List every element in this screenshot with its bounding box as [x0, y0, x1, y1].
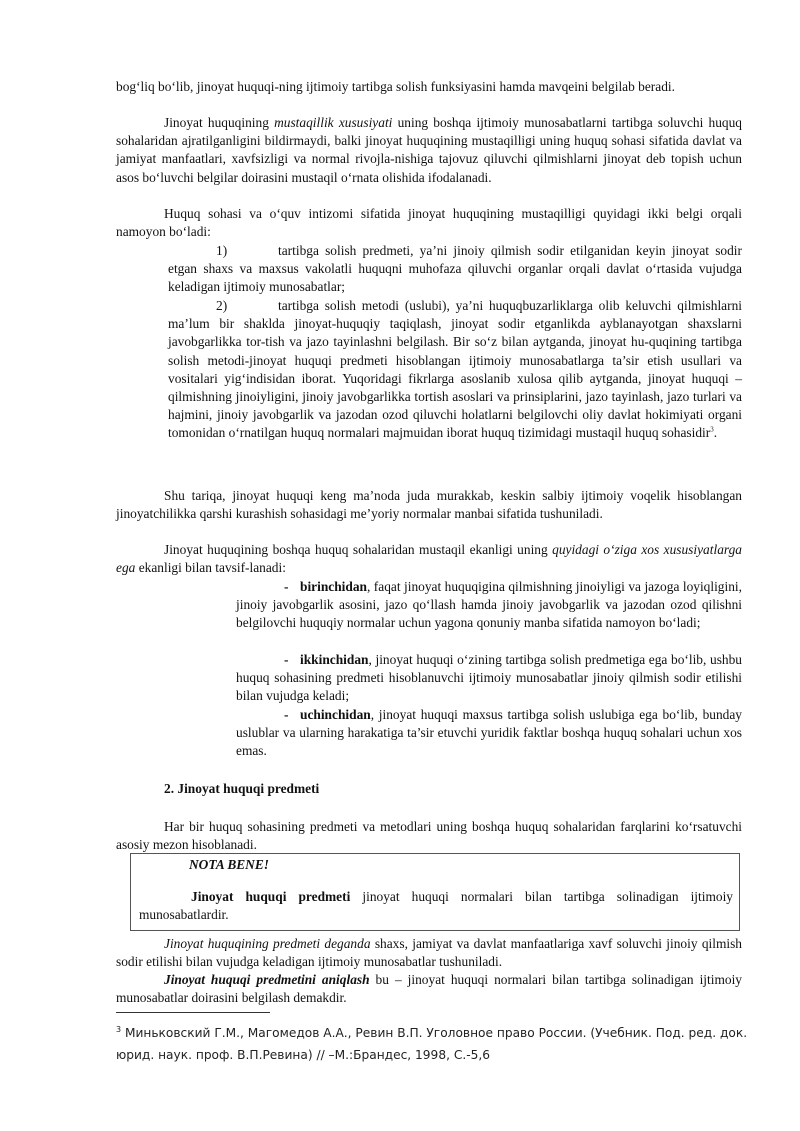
paragraph-summary	[116, 487, 742, 523]
paragraph-continuation	[116, 78, 742, 96]
dash-list-item-1	[236, 578, 742, 633]
definition-text: jinoyat huquqi normalari bilan tartibga solinadigan ijtimoiy munosabatlardir.	[139, 889, 733, 923]
emphasis-text: quyidagi o‘ziga xos xususiyatlarga ega	[116, 542, 742, 576]
paragraph-two-signs	[116, 205, 742, 241]
list-text: , jinoyat huquqi maxsus tartibga solish uslubiga ega bo‘lib, bunday uslublar va ularning harakatiga ta’sir etuvchi yuridik faktlar boshqa huquq sohalari uchun xos emas.	[236, 707, 742, 759]
footnote-number: 3	[116, 1025, 122, 1034]
list-dash: -	[284, 652, 289, 667]
list-item	[168, 242, 742, 297]
list-item	[236, 706, 742, 761]
list-text: , faqat jinoyat huquqigina qilmishning jinoiyligi va jazoga loyiqligini, jinoiy javobgarlik asosini, jazo qo‘llash hamda jinoiy javobgarlik va jazodan ozod qilishni belgilovchi huquqiy normalar uchun yagona qonuniy manba sifatida namoyon bo‘ladi;	[236, 579, 742, 631]
paragraph-independence	[116, 114, 742, 187]
list-item	[168, 297, 742, 443]
paragraph-text: Shu tariqa, jinoyat huquqi keng ma’noda juda murakkab, keskin salbiy ijtimoiy voqelik hisoblangan jinoyatchilikka qarshi kurashish sohasidagi me’yoriy normalar manbai sifatida tushuniladi.	[116, 488, 742, 522]
footnote-divider	[116, 1012, 270, 1013]
emphasis-text: Jinoyat huquqining predmeti deganda	[164, 936, 371, 951]
list-text: tartibga solish metodi (uslubi), ya’ni huquqbuzarliklarga olib keluvchi qilmishlarni ma’lum bir shaklda jinoyat-huquqiy taqiqlash, jinoyat sodir etganlikda ayblanayotgan shaxslarni javobgarlikka tor-tish va jazo tayinlashni belgilash. Bir so‘z bilan aytganda, jinoyat hu-quqining tartibga solish metodi-jinoyat huquqi predmeti hisoblangan ijtimoiy munosabatlarga ta’sir etish usullari va vositalari yig‘indisidan iborat. Yuqoridagi fikrlarga asoslanib xulosa qilib aytganda, jinoyat huquqi – qilmishning jinoiyligini, jinoiy javobgarlikka tortish asoslari va prinsiplarini, jazo tayinlash, jazo turlari va hajmini, jinoiy javobgarlik va jazodan ozod qiluvchi holatlarni belgilovchi oliy davlat hokimiyati organi tomonidan o‘rnatilgan huquq normalari majmuidan iborat huquq tizimidagi mustaqil huquq sohasidir	[168, 298, 742, 441]
list-bold-word: birinchidan	[300, 579, 367, 594]
emphasis-text: Jinoyat huquqi predmetini aniqlash	[164, 972, 370, 987]
definition-term: Jinoyat huquqi predmeti	[191, 889, 351, 904]
paragraph-text: Huquq sohasi va o‘quv intizomi sifatida jinoyat huquqining mustaqilligi quyidagi ikki belgi orqali namoyon bo‘ladi:	[116, 206, 742, 240]
paragraph-text: Jinoyat huquqining boshqa huquq sohalaridan mustaqil ekanligi uning	[164, 542, 553, 557]
paragraph-text: Har bir huquq sohasining predmeti va metodlari uning boshqa huquq sohalaridan farqlarini ko‘rsatuvchi asosiy mezon hisoblanadi.	[116, 819, 742, 853]
list-dash: -	[284, 579, 289, 594]
paragraph-text: bu – jinoyat huquqi normalari bilan tartibga solinadigan ijtimoiy munosabatlar doirasini belgilash demakdir.	[116, 972, 742, 1006]
nota-bene-title: NOTA BENE!	[189, 857, 269, 872]
emphasis-text: mustaqillik xususiyati	[274, 115, 393, 130]
dash-list-item-3	[236, 706, 742, 761]
list-bold-word: uchinchidan	[300, 707, 371, 722]
nota-bene-box	[130, 853, 740, 931]
period: .	[713, 425, 718, 441]
dash-list-item-2	[236, 651, 742, 706]
footnote-reference[interactable]: 3	[710, 425, 714, 434]
paragraph-text: Jinoyat huquqining	[164, 115, 275, 130]
footnote	[116, 1019, 756, 1066]
paragraph-features	[116, 541, 742, 577]
list-number: 1)	[216, 243, 228, 258]
paragraph-criteria	[116, 818, 742, 854]
paragraph-subject-meaning	[116, 935, 742, 971]
list-number: 2)	[216, 298, 228, 313]
list-item	[236, 651, 742, 706]
list-text: tartibga solish predmeti, ya’ni jinoiy qilmish sodir etilganidan keyin jinoyat sodir etgan shaxs va maxsus vakolatli huquqni muhofaza qiluvchi organlar orqali davlat o‘rtasida vujudga keladigan ijtimoiy munosabatlar;	[168, 243, 742, 295]
list-text: , jinoyat huquqi o‘zining tartibga solish predmetiga ega bo‘lib, ushbu huquq sohasining predmeti hisoblanuvchi ijtimoiy munosabatlar jinoiy qilmish sodir etilishi bilan vujudga keladi;	[236, 652, 742, 704]
list-dash: -	[284, 707, 289, 722]
list-item	[236, 578, 742, 633]
footnote-text: Миньковский Г.М., Магомедов А.А., Ревин В.П. Уголовное право России. (Учебник. Под. ред. док. юрид. наук. проф. В.П.Ревина) // –М.:Брандес, 1998, С.-5,6	[116, 1026, 748, 1063]
section-heading: 2. Jinoyat huquqi predmeti	[164, 781, 320, 796]
list-bold-word: ikkinchidan	[300, 652, 369, 667]
paragraph-text: uning boshqa ijtimoiy munosabatlarni tartibga soluvchi huquq sohalaridan ajratilganligini bildirmaydi, balki jinoyat huquqining mustaqilligi uning huquq sohasi sifatida davlat va jamiyat manfaatlari, xavfsizligi va normal rivojla-nishiga tajovuz qiluvchi qilmishlarni jinoyat deb topish uchun asos bo‘luvchi belgilar doirasini mustaqil o‘rnata olishida ifodalanadi.	[116, 115, 742, 185]
paragraph-text: shaxs, jamiyat va davlat manfaatlariga xavf soluvchi jinoiy qilmish sodir etilishi bilan vujudga keladigan ijtimoiy munosabatlar tushuniladi.	[116, 936, 742, 970]
numbered-list-item-2	[168, 297, 742, 443]
paragraph-text: bog‘liq bo‘lib, jinoyat huquqi-ning ijtimoiy tartibga solish funksiyasini hamda mavqeini belgilab beradi.	[116, 79, 675, 94]
paragraph-subject-definition	[116, 971, 742, 1007]
numbered-list-item-1	[168, 242, 742, 297]
paragraph-text: ekanligi bilan tavsif-lanadi:	[135, 560, 286, 576]
nota-bene-definition	[139, 888, 733, 924]
